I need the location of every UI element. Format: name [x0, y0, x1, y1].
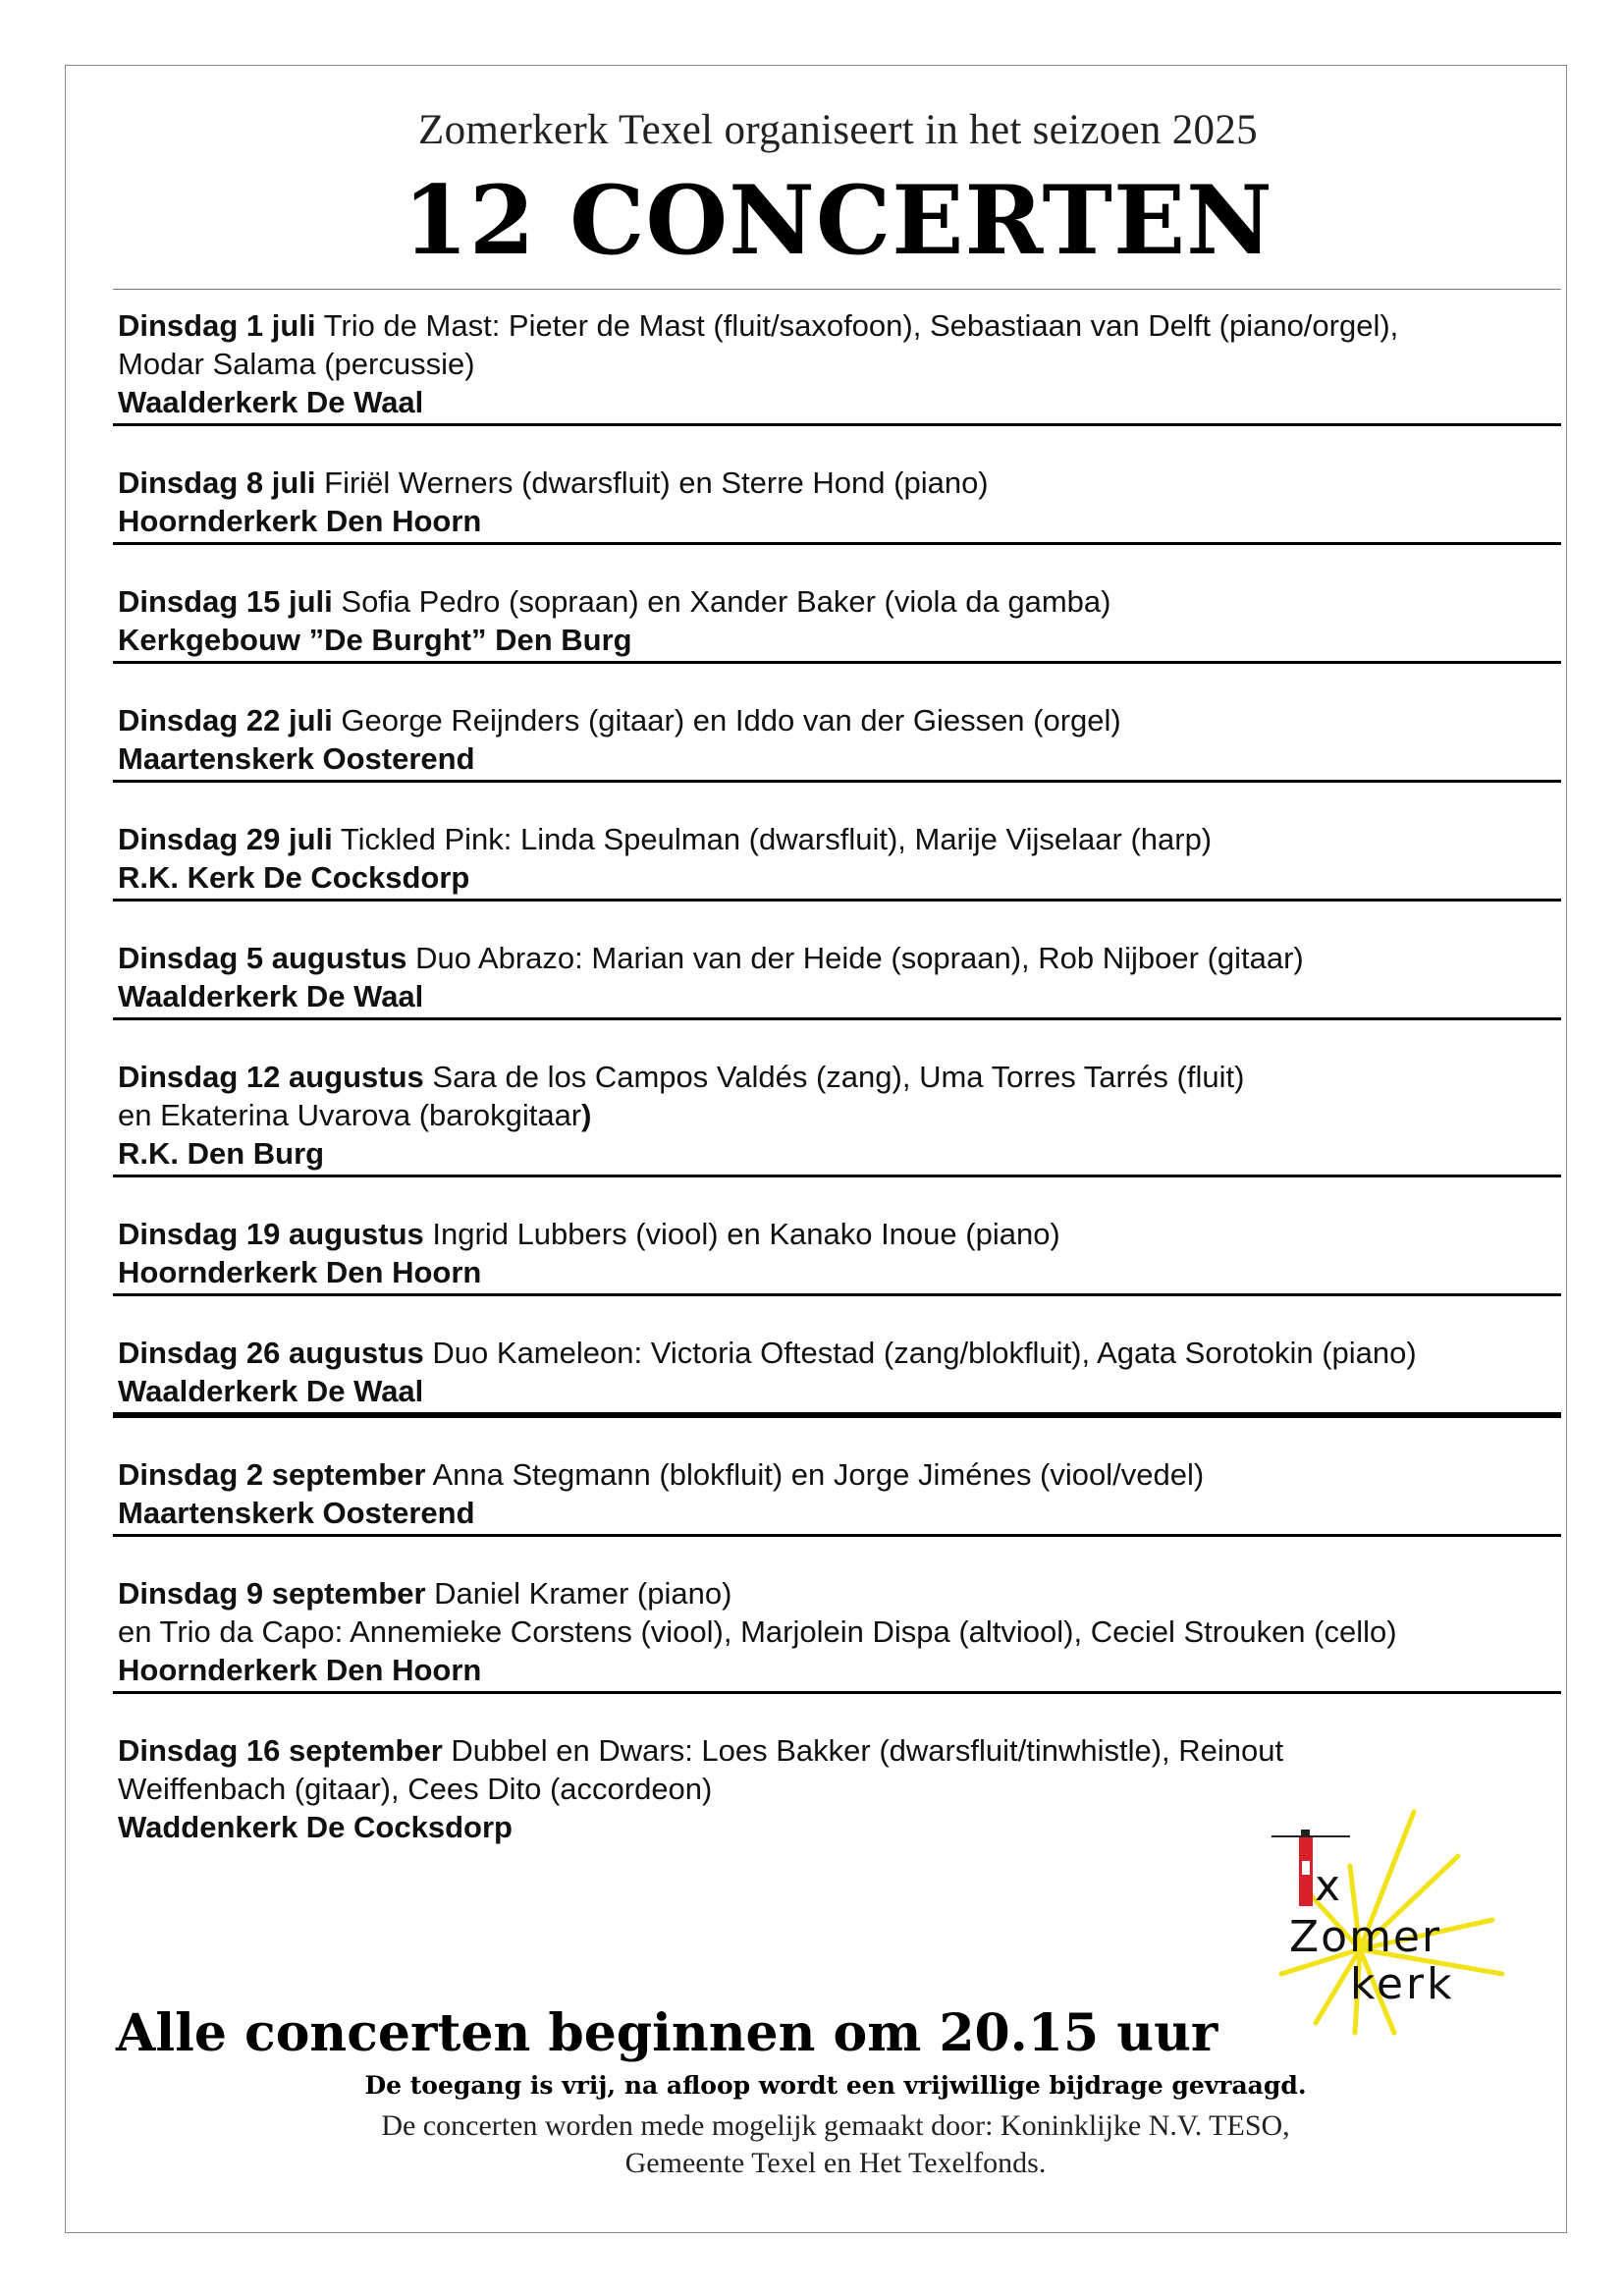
concert-performers: Duo Abrazo: Marian van der Heide (sopraan), Rob Nijboer (gitaar) [406, 941, 1304, 975]
start-time-heading: Alle concerten beginnen om 20.15 uur [116, 2003, 1218, 2063]
concert-performers-cont: Modar Salama (percussie) [118, 347, 475, 381]
concert-entry [113, 306, 1561, 426]
concert-venue: Waalderkerk De Waal [118, 385, 424, 419]
sponsors-line-1: De concerten worden mede mogelijk gemaakt door: Koninklijke N.V. TESO, [381, 2109, 1290, 2142]
logo-text-x: x [1315, 1861, 1341, 1911]
concert-entry [113, 1574, 1561, 1694]
logo-text-kerk: kerk [1350, 1959, 1455, 2009]
concert-performers: Duo Kameleon: Victoria Oftestad (zang/blokfluit), Agata Sorotokin (piano) [423, 1336, 1417, 1370]
closing-paren: ) [581, 1098, 592, 1132]
concert-date: Dinsdag 2 september [118, 1457, 426, 1492]
concert-venue: Hoornderkerk Den Hoorn [118, 1255, 482, 1289]
concert-performers: Trio de Mast: Pieter de Mast (fluit/saxofoon), Sebastiaan van Delft (piano/orgel), [315, 308, 1399, 343]
concert-date: Dinsdag 16 september [118, 1733, 443, 1768]
concert-venue: Maartenskerk Oosterend [118, 1496, 475, 1530]
concert-date: Dinsdag 15 juli [118, 584, 333, 619]
concert-entry [113, 939, 1561, 1020]
tower-window [1302, 1861, 1310, 1875]
concert-performers: Ingrid Lubbers (viool) en Kanako Inoue (piano) [423, 1217, 1060, 1251]
concert-date: Dinsdag 9 september [118, 1576, 426, 1611]
concert-entry [113, 582, 1561, 664]
concert-performers-cont: Weiffenbach (gitaar), Cees Dito (accordeon) [118, 1772, 713, 1806]
concert-entry [113, 820, 1561, 902]
concert-date: Dinsdag 12 augustus [118, 1060, 424, 1094]
concert-venue: R.K. Kerk De Cocksdorp [118, 860, 470, 895]
concert-entry [113, 701, 1561, 783]
concert-venue: Maartenskerk Oosterend [118, 741, 475, 776]
concert-entry [113, 1058, 1561, 1177]
concert-performers: Sofia Pedro (sopraan) en Xander Baker (viola da gamba) [332, 584, 1111, 619]
concert-venue: Waalderkerk De Waal [118, 979, 424, 1013]
concert-performers: George Reijnders (gitaar) en Iddo van der Giessen (orgel) [332, 703, 1121, 738]
concert-date: Dinsdag 19 augustus [118, 1217, 424, 1251]
concert-venue: Waddenkerk De Cocksdorp [118, 1810, 513, 1844]
concert-performers: Firiël Werners (dwarsfluit) en Sterre Hond (piano) [315, 465, 989, 500]
concert-performers: Anna Stegmann (blokfluit) en Jorge Jiménes (viool/vedel) [425, 1457, 1205, 1492]
concert-venue: Hoornderkerk Den Hoorn [118, 1653, 482, 1687]
entry-note: De toegang is vrij, na afloop wordt een vrijwillige bijdrage gevraagd. [364, 2071, 1307, 2100]
concert-venue: R.K. Den Burg [118, 1136, 325, 1171]
concert-performers: Tickled Pink: Linda Speulman (dwarsfluit), Marije Vijselaar (harp) [332, 822, 1213, 856]
sponsors-line-2: Gemeente Texel en Het Texelfonds. [624, 2147, 1047, 2179]
title-divider [113, 289, 1561, 290]
concert-list [113, 306, 1561, 1886]
concert-performers: Dubbel en Dwars: Loes Bakker (dwarsfluit/tinwhistle), Reinout [442, 1733, 1284, 1768]
concert-venue: Hoornderkerk Den Hoorn [118, 504, 482, 538]
zomerkerk-logo-graphic [1242, 1802, 1537, 2038]
concert-performers: Sara de los Campos Valdés (zang), Uma Torres Tarrés (fluit) [423, 1060, 1245, 1094]
concert-date: Dinsdag 5 augustus [118, 941, 407, 975]
sponsors-note [65, 2107, 1606, 2182]
concert-performers-cont: en Ekaterina Uvarova (barokgitaar [118, 1098, 582, 1132]
concert-venue: Kerkgebouw ”De Burght” Den Burg [118, 623, 632, 657]
logo-text-zomer: Zomer [1289, 1912, 1442, 1962]
concert-date: Dinsdag 29 juli [118, 822, 333, 856]
concert-entry [113, 1455, 1561, 1537]
concert-date: Dinsdag 8 juli [118, 465, 316, 500]
concert-entry [113, 1215, 1561, 1296]
concert-entry [113, 464, 1561, 545]
concert-performers: Daniel Kramer (piano) [425, 1576, 732, 1611]
concert-performers-cont: en Trio da Capo: Annemieke Corstens (viool), Marjolein Dispa (altviool), Ceciel Strouken (cello) [118, 1614, 1397, 1649]
concert-entry [113, 1334, 1561, 1418]
concert-date: Dinsdag 1 juli [118, 308, 316, 343]
zomerkerk-logo [1242, 1802, 1537, 2038]
page-subtitle: Zomerkerk Texel organiseert in het seizoen 2025 [418, 107, 1258, 153]
concert-venue: Waalderkerk De Waal [118, 1374, 424, 1408]
page-title: 12 CONCERTEN [403, 165, 1273, 276]
tower-top [1301, 1830, 1310, 1837]
concert-date: Dinsdag 26 augustus [118, 1336, 424, 1370]
concert-date: Dinsdag 22 juli [118, 703, 333, 738]
